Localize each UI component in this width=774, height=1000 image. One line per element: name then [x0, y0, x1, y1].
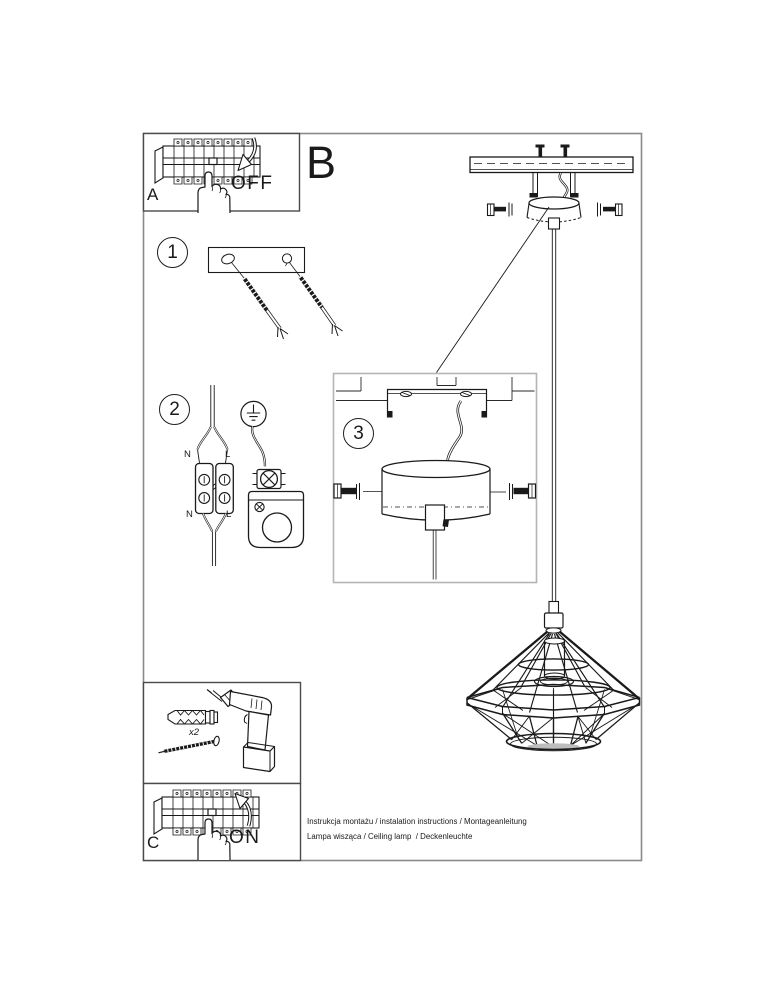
- wallplug-icon: [168, 711, 218, 725]
- wire-label-l-top: L: [225, 449, 231, 460]
- step1-number: 1: [157, 237, 188, 268]
- wire-label-n-bottom: N: [186, 509, 193, 520]
- step2-number: 2: [159, 394, 190, 425]
- panel-a-label: A: [147, 185, 159, 204]
- step3-inset: [334, 374, 537, 583]
- wallplug-quantity: x2: [189, 727, 200, 738]
- panel-a-power-off: [144, 134, 300, 214]
- panel-a-action-off: OFF: [231, 173, 274, 194]
- panel-c-action-on: ON: [229, 827, 261, 848]
- panel-c-power-on: [144, 784, 301, 861]
- wire-label-n-top: N: [184, 449, 191, 460]
- earth-ground-icon: [241, 401, 266, 426]
- section-letter-b: B: [306, 137, 337, 188]
- panel-c-label: C: [147, 833, 160, 852]
- footer-product-line: Lampa wisząca / Ceiling lamp / Deckenleuchte: [307, 831, 473, 841]
- footer-title-line: Instrukcja montażu / instalation instructions / Montageanleitung: [307, 817, 527, 826]
- tools-panel: [144, 683, 301, 784]
- step3-number: 3: [343, 418, 374, 449]
- wire-label-l-bottom: L: [226, 509, 232, 520]
